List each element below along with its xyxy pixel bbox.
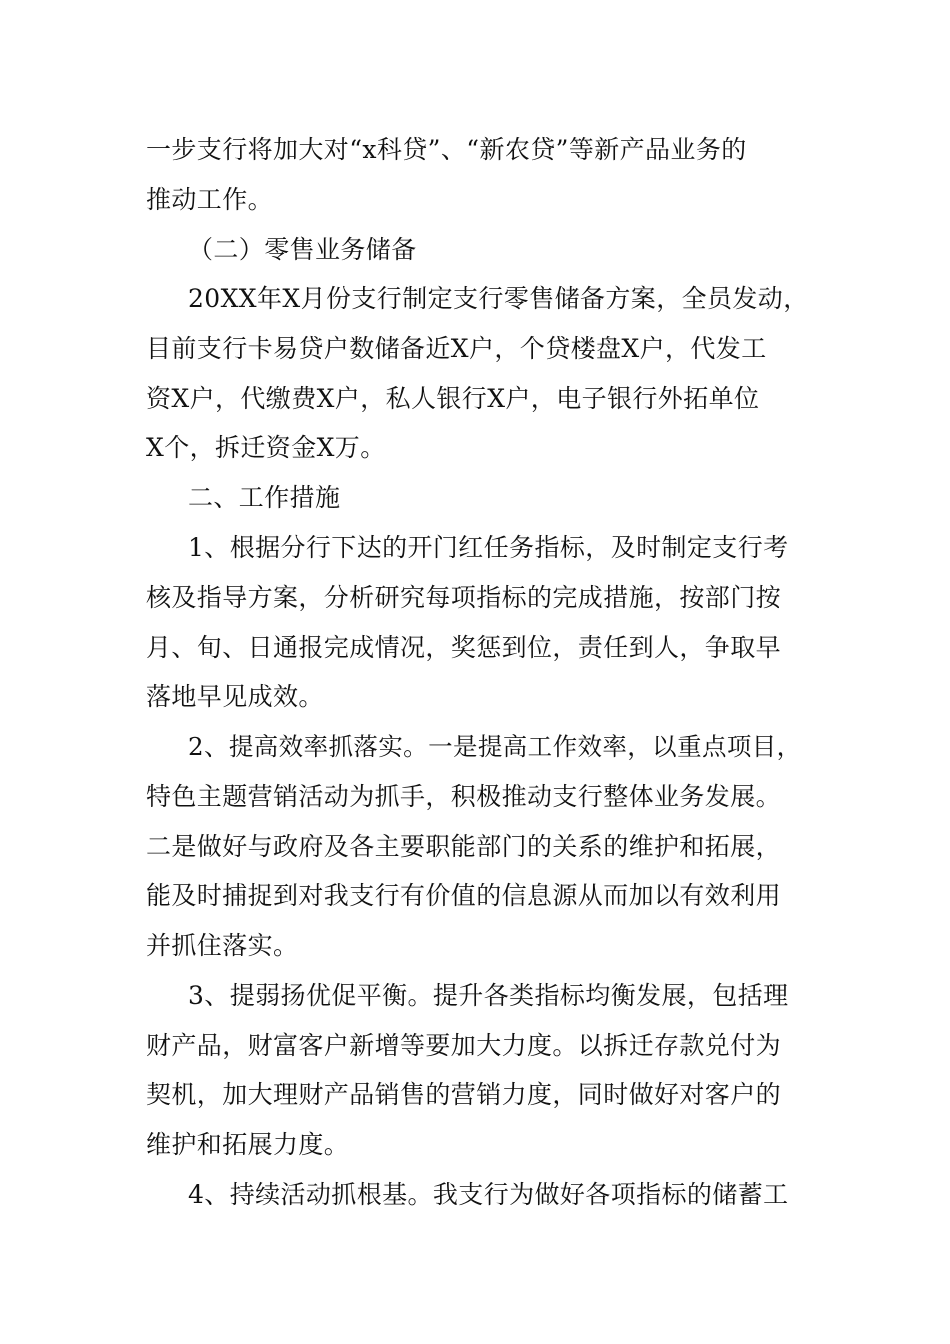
text-line: 月、旬、日通报完成情况，奖惩到位，责任到人，争取早 — [146, 633, 782, 662]
text-line: 一步支行将加大对“x科贷”、“新农贷”等新产品业务的 — [146, 135, 747, 164]
paragraph-first-line: 4、持续活动抓根基。我支行为做好各项指标的储蓄工 — [188, 1180, 789, 1209]
text-line: 落地早见成效。 — [146, 682, 324, 711]
text-line: 财产品，财富客户新增等要加大力度。以拆迁存款兑付为 — [146, 1031, 782, 1060]
section-heading: （二）零售业务储备 — [188, 235, 417, 264]
paragraph-first-line: 1、根据分行下达的开门红任务指标，及时制定支行考 — [188, 533, 789, 562]
paragraph-first-line: 20XX年X月份支行制定支行零售储备方案，全员发动， — [188, 284, 809, 313]
text-line: 核及指导方案，分析研究每项指标的完成措施，按部门按 — [146, 583, 782, 612]
text-line: 并抓住落实。 — [146, 931, 299, 960]
text-line: 能及时捕捉到对我支行有价值的信息源从而加以有效利用 — [146, 881, 782, 910]
text-line: 特色主题营销活动为抓手，积极推动支行整体业务发展。 — [146, 782, 782, 811]
text-line: 契机，加大理财产品销售的营销力度，同时做好对客户的 — [146, 1080, 782, 1109]
text-line: 二是做好与政府及各主要职能部门的关系的维护和拓展， — [146, 832, 782, 861]
paragraph-first-line: 3、提弱扬优促平衡。提升各类指标均衡发展，包括理 — [188, 981, 789, 1010]
text-line: 维护和拓展力度。 — [146, 1130, 350, 1159]
text-line: 推动工作。 — [146, 185, 274, 214]
section-heading: 二、工作措施 — [188, 483, 341, 512]
text-line: X个，拆迁资金X万。 — [146, 433, 386, 462]
paragraph-first-line: 2、提高效率抓落实。一是提高工作效率，以重点项目， — [188, 732, 802, 761]
text-line: 目前支行卡易贷户数储备近X户，个贷楼盘X户，代发工 — [146, 334, 767, 363]
text-line: 资X户，代缴费X户，私人银行X户，电子银行外拓单位 — [146, 384, 760, 413]
